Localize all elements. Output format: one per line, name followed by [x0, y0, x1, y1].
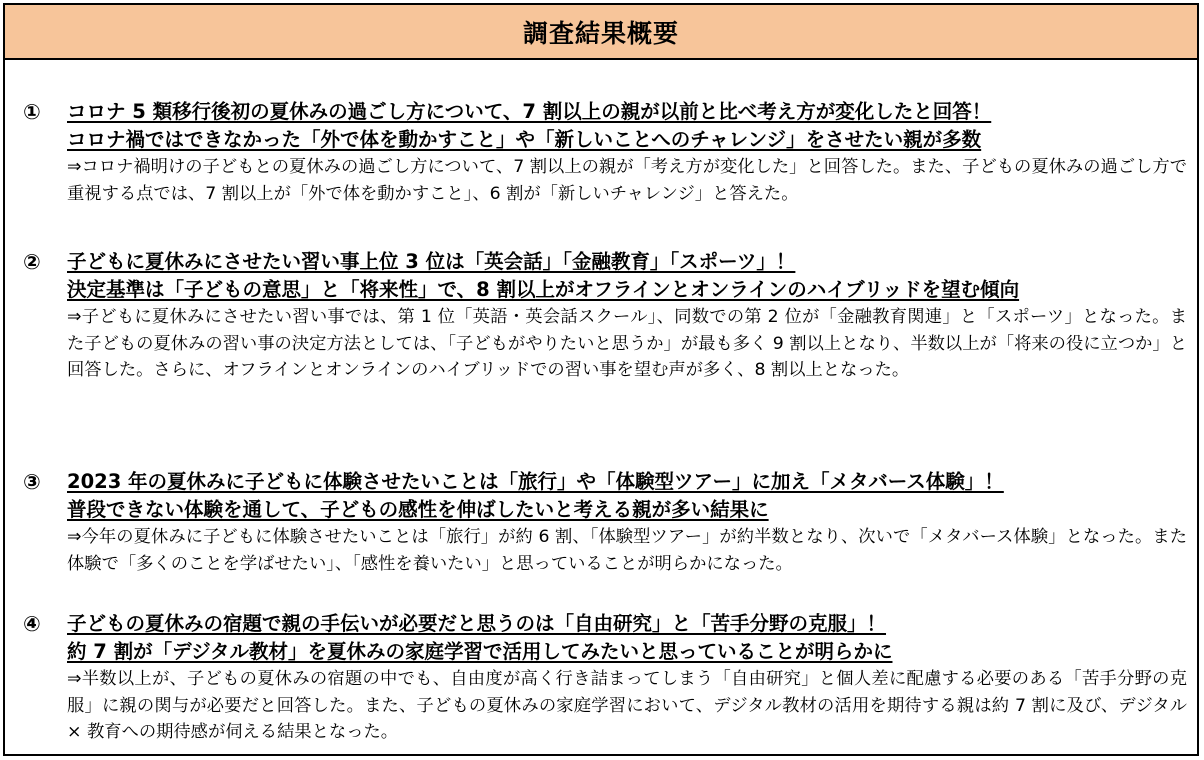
item-body: ⇒コロナ禍明けの子どもとの夏休みの過ごし方について、7 割以上の親が「考え方が変化した」と回答した。また、子どもの夏休みの過ごし方で重視する点では、7 割以上が「外で体を動かすこと」、6 割が「新しいチャレンジ」と答えた。: [67, 157, 1187, 204]
item-number: ④: [23, 612, 41, 636]
item-heading-line-2: 約 7 割が「デジタル教材」を夏休みの家庭学習で活用してみたいと思っていることが明らかに: [67, 640, 893, 663]
item-number: ③: [23, 470, 41, 494]
item-heading-line-1: 子どもの夏休みの宿題で親の手伝いが必要だと思うのは「自由研究」と「苦手分野の克服」！: [67, 612, 887, 635]
summary-header: [5, 5, 1197, 60]
summary-box: [3, 3, 1199, 756]
item-heading-line-1: 2023 年の夏休みに子どもに体験させたいことは「旅行」や「体験型ツアー」に加え「メタバース体験」！: [67, 470, 1004, 493]
item-heading-line-1: コロナ 5 類移行後初の夏休みの過ごし方について、7 割以上の親が以前と比べ考え方が変化したと回答！: [67, 100, 992, 123]
item-heading-line-2: コロナ禍ではできなかった「外で体を動かすこと」や「新しいことへのチャレンジ」をさせたい親が多数: [67, 128, 982, 151]
item-number: ②: [23, 250, 41, 274]
item-body: ⇒今年の夏休みに子どもに体験させたいことは「旅行」が約 6 割、「体験型ツアー」が約半数となり、次いで「メタバース体験」となった。また体験で「多くのことを学ばせたい」、「感性を養いたい」と思っていることが明らかになった。: [67, 527, 1187, 574]
item-body: ⇒子どもに夏休みにさせたい習い事では、第 1 位「英語・英会話スクール」、同数での第 2 位が「金融教育関連」と「スポーツ」となった。また子どもの夏休みの習い事の決定方法としては、「子どもがやりたいと思うか」が最も多く 9 割以上となり、半数以上が「将来の役に立つか」と回答した。さらに、オフラインとオンラインのハイブリッドでの習い事を望む声が多く、8 割以上となった。: [67, 307, 1187, 380]
item-body: ⇒半数以上が、子どもの夏休みの宿題の中でも、自由度が高く行き詰まってしまう「自由研究」と個人差に配慮する必要のある「苦手分野の克服」に親の関与が必要だと回答した。また、子どもの夏休みの家庭学習において、デジタル教材の活用を期待する親は約 7 割に及び、デジタル × 教育への期待感が伺える結果となった。: [67, 669, 1187, 742]
item-heading-line-2: 決定基準は「子どもの意思」と「将来性」で、8 割以上がオフラインとオンラインのハイブリッドを望む傾向: [67, 278, 1020, 301]
item-heading-line-1: 子どもに夏休みにさせたい習い事上位 3 位は「英会話」「金融教育」「スポーツ」！: [67, 250, 796, 273]
summary-title: 調査結果概要: [522, 18, 679, 48]
item-number: ①: [23, 100, 41, 124]
item-heading-line-2: 普段できない体験を通して、子どもの感性を伸ばしたいと考える親が多い結果に: [67, 498, 769, 521]
